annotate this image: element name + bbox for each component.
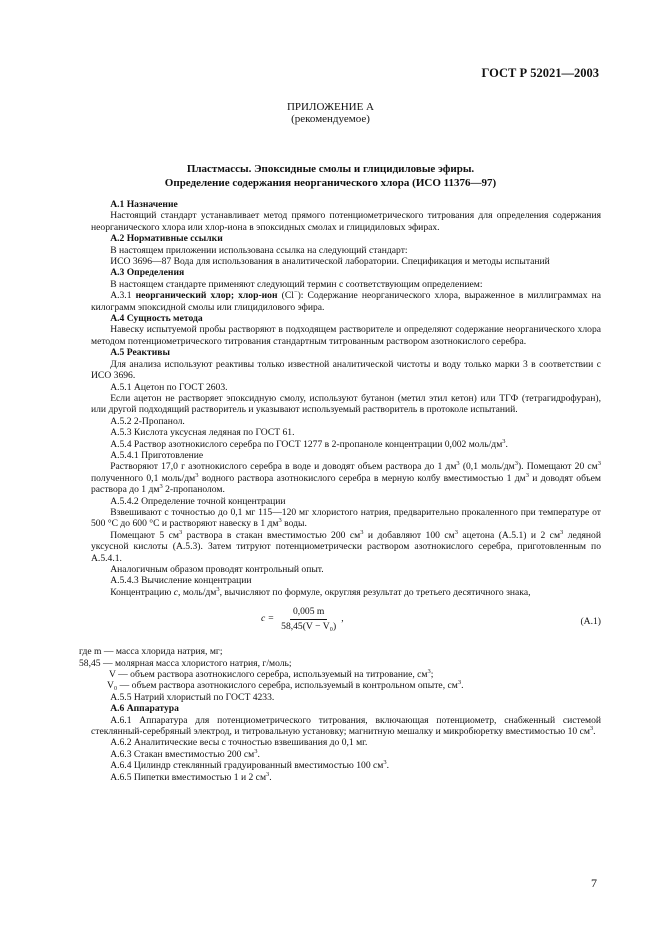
- paragraph: В настоящем стандарте применяют следующий термин с соответствующим определением:: [110, 278, 483, 290]
- term-definition: А.3.1 неорганический хлор; хлор-ион (Cl−): Содержание неорганического хлора, выраженное в миллиграммах на килограмм эпоксидной смолы или глицидилового эфира.: [91, 289, 602, 313]
- formula-lhs: c =: [261, 613, 275, 625]
- appendix-title: ПРИЛОЖЕНИЕ А: [286, 101, 374, 113]
- clause: А.6.4 Цилиндр стеклянный градуированный вместимостью 100 $см^3$.: [110, 759, 390, 772]
- clause: А.6.2 Аналитические весы с точностью взвешивания до 0,1 мг.: [110, 737, 368, 749]
- legend-line: V₀ — объем раствора азотнокислого серебра, используемый в контрольном опыте, $см^3$.: [107, 679, 464, 692]
- paragraph: Концентрацию c, моль/$дм^3$, вычисляют по формуле, округляя результат до третьего десятичного знака,: [110, 585, 531, 598]
- paragraph: В настоящем приложении использована ссылка на следующий стандарт:: [110, 244, 408, 256]
- paragraph: Для анализа используют реактивы только известной аналитической чистоты и воду только марки 3 в соответствии с ИСО 3696.: [91, 358, 601, 382]
- document-title: [0, 162, 661, 190]
- formula-numerator: 0,005 m: [290, 606, 327, 619]
- paragraph: Взвешивают с точностью до 0,1 мг 115—120 мг хлористого натрия, предварительно прокаленного при температуре от 500 °С до 600 °С и растворяют навеску в 1 $дм^3$ воды.: [91, 506, 601, 530]
- clause: А.5.5 Натрий хлористый по ГОСТ 4233.: [110, 691, 275, 703]
- section-heading-a6: А.6 Аппаратура: [110, 703, 179, 715]
- clause: А.5.1 Ацетон по ГОСТ 2603.: [110, 381, 228, 393]
- legend-line: где m — масса хлорида натрия, мг;: [79, 646, 223, 658]
- paragraph: Если ацетон не растворяет эпоксидную смолу, используют бутанон (метил этил кетон) или ТГФ (тетрагидрофуран), или другой подходящий растворитель и указывают используемый растворитель в протоколе испытаний.: [91, 392, 601, 416]
- reference-item: ИСО 3696—87 Вода для использования в аналитической лаборатории. Спецификация и методы испытаний: [110, 256, 550, 268]
- document-title-line-1: Пластмассы. Эпоксидные смолы и глицидиловые эфиры.: [186, 163, 475, 175]
- clause: А.6.1 Аппаратура для потенциометрического титрования, включающая потенциометр, снабженный системой стеклянный-серебряный электрод, и титровальную установку; магнитную мешалку и микробюретку вместимостью 10 $см^3$.: [91, 714, 601, 738]
- formula-denominator: 58,45(V − V₀): [281, 620, 337, 632]
- clause: А.6.3 Стакан вместимостью 200 $см^3$.: [110, 747, 260, 760]
- clause: А.5.3 Кислота уксусная ледяная по ГОСТ 61.: [110, 427, 295, 439]
- paragraph: Растворяют 17,0 г азотнокислого серебра в воде и доводят объем раствора до 1 $дм^3$ (0,1 моль/$дм^3$). Помещают 20 $см^3$ полученного 0,1 моль/$дм^3$ водного раствора азотнокислого серебра в мерную колбу вместимостью 1 $дм^3$ и доводят объем раствора до 1 $дм^3$ 2-пропанолом.: [91, 460, 602, 496]
- formula-number: (А.1): [580, 616, 601, 628]
- document-body: [79, 199, 602, 783]
- formula-a1: c = $\frac{0,005 m}{\text{58,45(V − V₀)}}$ , (А.1): [261, 606, 601, 632]
- section-heading-a1: А.1 Назначение: [110, 199, 178, 210]
- appendix-heading: [0, 101, 661, 125]
- document-code-header: ГОСТ Р 52021—2003: [481, 66, 599, 80]
- legend-line: 58,45 — молярная масса хлористого натрия, г/моль;: [79, 657, 292, 669]
- clause: А.5.4.2 Определение точной концентрации: [110, 495, 286, 507]
- paragraph: Аналогичным образом проводят контрольный опыт.: [110, 564, 324, 575]
- clause: А.6.5 Пипетки вместимостью 1 и 2 $см^3$.: [110, 770, 272, 783]
- clause: А.5.4 Раствор азотнокислого серебра по ГОСТ 1277 в 2-пропаноле концентрации 0,002 моль/$дм^3$.: [110, 437, 508, 450]
- term: неорганический хлор; хлор-ион: [135, 290, 278, 302]
- formula-legend: [79, 646, 601, 692]
- section-heading-a5: А.5 Реактивы: [110, 347, 170, 359]
- clause: А.5.2 2-Пропанол.: [110, 415, 185, 427]
- paragraph: Помещают 5 $см^3$ раствора в стакан вместимостью 200 $см^3$ и добавляют 100 $см^3$ ацетона (А.5.1) и 2 $см^3$ ледяной уксусной кислоты (А.5.3). Затем титруют потенциометрически раствором азотнокислого серебра, приготовленным по А.5.4.1.: [91, 528, 601, 564]
- paragraph: Навеску испытуемой пробы растворяют в подходящем растворителе и определяют содержание неорганического хлора методом потенциометрического титрования стандартным титрованным раствором азотнокислого серебра.: [91, 324, 601, 347]
- clause: А.5.4.1 Приготовление: [110, 449, 204, 461]
- section-heading-a4: А.4 Сущность метода: [110, 313, 203, 325]
- paragraph: Настоящий стандарт устанавливает метод прямого потенциометрического титрования для определения содержания неорганического хлора или хлор-иона в эпоксидных смолах и глицидиловых эфирах.: [91, 210, 601, 233]
- legend-line: V — объем раствора азотнокислого серебра, используемый на титрование, $см^3$;: [109, 667, 434, 681]
- document-title-line-2: Определение содержания неорганического хлора (ИСО 11376—97): [164, 177, 497, 189]
- formula-fraction: [278, 606, 339, 632]
- clause: А.5.4.3 Вычисление концентрации: [110, 575, 252, 587]
- section-heading-a2: А.2 Нормативные ссылки: [110, 233, 223, 245]
- page-number: 7: [591, 876, 597, 890]
- appendix-subtitle: (рекомендуемое): [291, 113, 370, 125]
- clause-number: А.3.1: [110, 290, 132, 302]
- section-heading-a3: А.3 Определения: [110, 267, 185, 279]
